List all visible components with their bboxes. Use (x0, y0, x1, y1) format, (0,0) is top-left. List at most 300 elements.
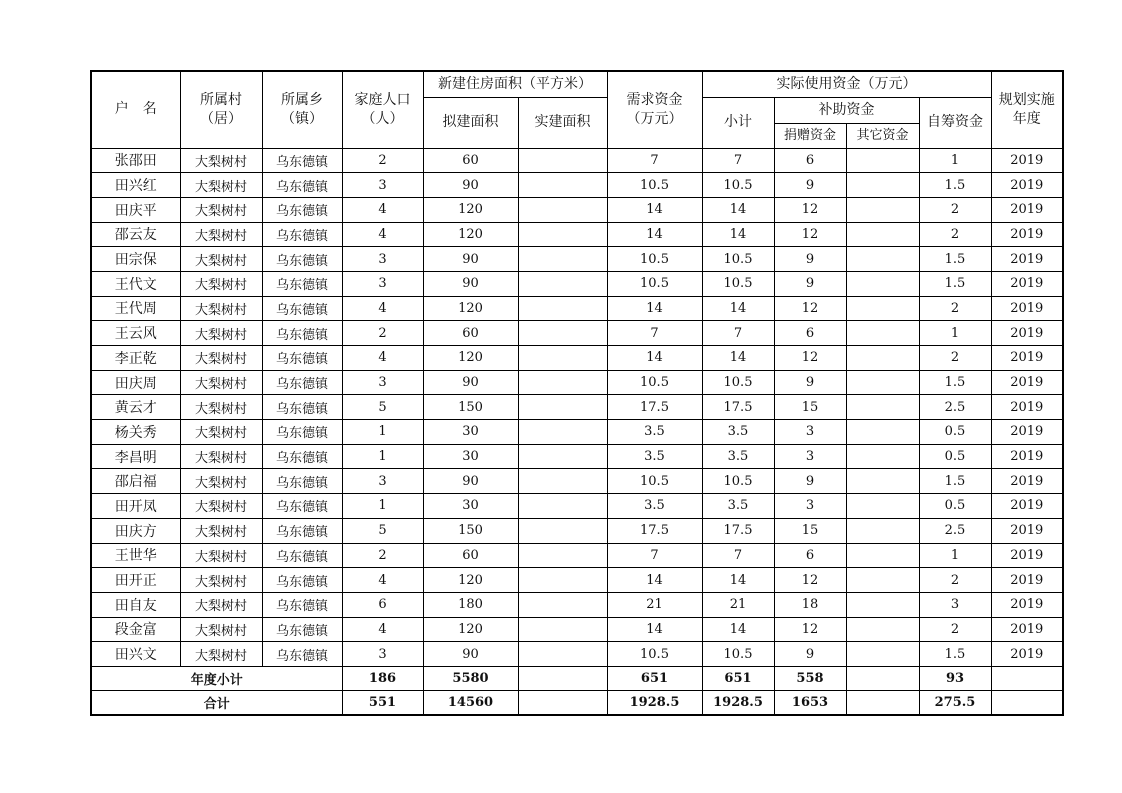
cell-name: 李昌明 (91, 444, 180, 469)
cell-population: 5 (342, 395, 423, 420)
cell-planned-area: 120 (423, 222, 518, 247)
table-row (91, 543, 1063, 568)
cell-actual-area (518, 518, 607, 543)
cell-demand-funds: 14 (607, 617, 702, 642)
header-village-line2: （居） (200, 110, 242, 127)
cell-population: 3 (342, 271, 423, 296)
cell-plan-year: 2019 (991, 592, 1063, 617)
cell-township: 乌东德镇 (262, 568, 342, 593)
cell-plan-year: 2019 (991, 543, 1063, 568)
cell-actual-area (518, 271, 607, 296)
header-population-line2: （人） (361, 110, 404, 127)
cell-actual-area (518, 346, 607, 371)
cell-planned-area: 90 (423, 642, 518, 667)
cell-village: 大梨树村 (180, 173, 262, 198)
cell-plan-year: 2019 (991, 568, 1063, 593)
cell-village: 大梨树村 (180, 197, 262, 222)
table-row (91, 494, 1063, 519)
annual-subtotal-population: 186 (342, 666, 423, 690)
table-header (91, 71, 1063, 148)
cell-donated: 9 (774, 642, 846, 667)
header-subtotal: 小计 (702, 97, 774, 148)
annual-subtotal-demand-funds: 651 (607, 666, 702, 690)
cell-demand-funds: 14 (607, 197, 702, 222)
table-row (91, 568, 1063, 593)
cell-subtotal: 14 (702, 617, 774, 642)
cell-population: 4 (342, 346, 423, 371)
cell-township: 乌东德镇 (262, 469, 342, 494)
cell-township: 乌东德镇 (262, 592, 342, 617)
cell-actual-area (518, 247, 607, 272)
cell-name: 田开凤 (91, 494, 180, 519)
grand-total-other (846, 690, 919, 715)
table-row (91, 518, 1063, 543)
cell-village: 大梨树村 (180, 247, 262, 272)
header-township-line2: （镇） (281, 110, 323, 127)
header-name: 户 名 (91, 71, 180, 148)
cell-other (846, 642, 919, 667)
cell-donated: 3 (774, 420, 846, 445)
cell-self-raised: 2 (919, 197, 991, 222)
cell-other (846, 321, 919, 346)
cell-population: 1 (342, 420, 423, 445)
cell-other (846, 592, 919, 617)
cell-plan-year: 2019 (991, 222, 1063, 247)
cell-subtotal: 14 (702, 346, 774, 371)
table-row (91, 642, 1063, 667)
cell-planned-area: 90 (423, 370, 518, 395)
cell-township: 乌东德镇 (262, 222, 342, 247)
cell-self-raised: 2.5 (919, 518, 991, 543)
cell-name: 段金富 (91, 617, 180, 642)
cell-other (846, 420, 919, 445)
cell-demand-funds: 3.5 (607, 494, 702, 519)
table-row (91, 222, 1063, 247)
cell-population: 6 (342, 592, 423, 617)
table-row (91, 469, 1063, 494)
cell-planned-area: 90 (423, 173, 518, 198)
table-row (91, 395, 1063, 420)
header-demand-funds-line1: 需求资金 (626, 91, 683, 108)
header-area-group: 新建住房面积（平方米） (423, 71, 607, 97)
header-planned-area: 拟建面积 (423, 97, 518, 148)
cell-village: 大梨树村 (180, 592, 262, 617)
cell-other (846, 222, 919, 247)
header-village (180, 71, 262, 148)
table-row (91, 173, 1063, 198)
cell-demand-funds: 3.5 (607, 420, 702, 445)
cell-planned-area: 90 (423, 247, 518, 272)
cell-other (846, 296, 919, 321)
cell-self-raised: 1 (919, 148, 991, 173)
cell-self-raised: 1.5 (919, 370, 991, 395)
cell-plan-year: 2019 (991, 197, 1063, 222)
cell-other (846, 148, 919, 173)
cell-name: 田宗保 (91, 247, 180, 272)
cell-donated: 9 (774, 370, 846, 395)
cell-plan-year: 2019 (991, 444, 1063, 469)
cell-township: 乌东德镇 (262, 247, 342, 272)
cell-plan-year: 2019 (991, 469, 1063, 494)
cell-plan-year: 2019 (991, 370, 1063, 395)
cell-other (846, 568, 919, 593)
cell-population: 3 (342, 370, 423, 395)
annual-subtotal-plan-year (991, 666, 1063, 690)
cell-other (846, 247, 919, 272)
cell-village: 大梨树村 (180, 444, 262, 469)
cell-other (846, 469, 919, 494)
annual-subtotal-actual-area (518, 666, 607, 690)
cell-actual-area (518, 543, 607, 568)
cell-self-raised: 0.5 (919, 420, 991, 445)
cell-actual-area (518, 296, 607, 321)
cell-name: 王云风 (91, 321, 180, 346)
grand-total-subtotal: 1928.5 (702, 690, 774, 715)
cell-self-raised: 2 (919, 617, 991, 642)
grand-total-donated: 1653 (774, 690, 846, 715)
cell-township: 乌东德镇 (262, 494, 342, 519)
cell-township: 乌东德镇 (262, 543, 342, 568)
header-subsidy-group: 补助资金 (774, 97, 919, 123)
header-village-line1: 所属村 (200, 91, 242, 108)
cell-village: 大梨树村 (180, 494, 262, 519)
cell-village: 大梨树村 (180, 395, 262, 420)
cell-donated: 12 (774, 296, 846, 321)
annual-subtotal-donated: 558 (774, 666, 846, 690)
cell-donated: 9 (774, 247, 846, 272)
cell-subtotal: 21 (702, 592, 774, 617)
cell-subtotal: 10.5 (702, 271, 774, 296)
cell-donated: 6 (774, 148, 846, 173)
cell-actual-area (518, 420, 607, 445)
cell-planned-area: 60 (423, 148, 518, 173)
cell-subtotal: 10.5 (702, 173, 774, 198)
cell-planned-area: 60 (423, 321, 518, 346)
cell-planned-area: 150 (423, 518, 518, 543)
cell-demand-funds: 10.5 (607, 370, 702, 395)
cell-population: 2 (342, 148, 423, 173)
cell-donated: 6 (774, 543, 846, 568)
header-other: 其它资金 (846, 123, 919, 148)
header-self-raised: 自筹资金 (919, 97, 991, 148)
cell-village: 大梨树村 (180, 642, 262, 667)
cell-planned-area: 30 (423, 494, 518, 519)
cell-planned-area: 90 (423, 469, 518, 494)
cell-self-raised: 1.5 (919, 173, 991, 198)
cell-planned-area: 150 (423, 395, 518, 420)
table-row (91, 197, 1063, 222)
cell-self-raised: 2.5 (919, 395, 991, 420)
cell-demand-funds: 10.5 (607, 642, 702, 667)
cell-population: 1 (342, 494, 423, 519)
cell-demand-funds: 7 (607, 148, 702, 173)
cell-donated: 9 (774, 469, 846, 494)
cell-self-raised: 1.5 (919, 247, 991, 272)
cell-subtotal: 10.5 (702, 469, 774, 494)
cell-self-raised: 1.5 (919, 469, 991, 494)
cell-township: 乌东德镇 (262, 321, 342, 346)
cell-self-raised: 0.5 (919, 494, 991, 519)
cell-planned-area: 90 (423, 271, 518, 296)
cell-plan-year: 2019 (991, 321, 1063, 346)
header-plan-year (991, 71, 1063, 148)
cell-village: 大梨树村 (180, 370, 262, 395)
cell-actual-area (518, 494, 607, 519)
cell-subtotal: 14 (702, 296, 774, 321)
cell-plan-year: 2019 (991, 296, 1063, 321)
cell-subtotal: 14 (702, 197, 774, 222)
header-donated: 捐赠资金 (774, 123, 846, 148)
cell-township: 乌东德镇 (262, 173, 342, 198)
cell-plan-year: 2019 (991, 395, 1063, 420)
cell-other (846, 370, 919, 395)
cell-donated: 6 (774, 321, 846, 346)
cell-actual-area (518, 617, 607, 642)
header-demand-funds-line2: （万元） (626, 110, 683, 127)
cell-name: 杨关秀 (91, 420, 180, 445)
cell-subtotal: 17.5 (702, 518, 774, 543)
table-row (91, 148, 1063, 173)
annual-subtotal-row (91, 666, 1063, 690)
cell-actual-area (518, 173, 607, 198)
cell-name: 田开正 (91, 568, 180, 593)
cell-plan-year: 2019 (991, 173, 1063, 198)
cell-plan-year: 2019 (991, 346, 1063, 371)
cell-demand-funds: 14 (607, 346, 702, 371)
cell-self-raised: 2 (919, 296, 991, 321)
cell-actual-area (518, 568, 607, 593)
cell-donated: 12 (774, 222, 846, 247)
cell-demand-funds: 10.5 (607, 469, 702, 494)
header-plan-year-line2: 年度 (1012, 110, 1041, 127)
cell-donated: 15 (774, 518, 846, 543)
cell-plan-year: 2019 (991, 247, 1063, 272)
annual-subtotal-other (846, 666, 919, 690)
cell-other (846, 197, 919, 222)
cell-name: 田自友 (91, 592, 180, 617)
cell-donated: 12 (774, 346, 846, 371)
cell-subtotal: 10.5 (702, 642, 774, 667)
cell-donated: 9 (774, 173, 846, 198)
cell-plan-year: 2019 (991, 617, 1063, 642)
cell-township: 乌东德镇 (262, 271, 342, 296)
cell-self-raised: 2 (919, 568, 991, 593)
cell-village: 大梨树村 (180, 518, 262, 543)
cell-name: 田庆方 (91, 518, 180, 543)
cell-actual-area (518, 222, 607, 247)
cell-village: 大梨树村 (180, 568, 262, 593)
cell-self-raised: 2 (919, 222, 991, 247)
cell-township: 乌东德镇 (262, 346, 342, 371)
cell-other (846, 494, 919, 519)
cell-other (846, 617, 919, 642)
cell-name: 田兴红 (91, 173, 180, 198)
cell-demand-funds: 14 (607, 296, 702, 321)
cell-actual-area (518, 469, 607, 494)
grand-total-self-raised: 275.5 (919, 690, 991, 715)
cell-township: 乌东德镇 (262, 197, 342, 222)
housing-fund-table (90, 70, 1064, 716)
cell-village: 大梨树村 (180, 321, 262, 346)
cell-subtotal: 3.5 (702, 494, 774, 519)
grand-total-row (91, 690, 1063, 715)
cell-village: 大梨树村 (180, 296, 262, 321)
cell-actual-area (518, 395, 607, 420)
table-row (91, 271, 1063, 296)
cell-planned-area: 180 (423, 592, 518, 617)
cell-name: 邵云友 (91, 222, 180, 247)
cell-demand-funds: 17.5 (607, 395, 702, 420)
cell-village: 大梨树村 (180, 271, 262, 296)
cell-actual-area (518, 197, 607, 222)
cell-name: 田庆平 (91, 197, 180, 222)
table-row (91, 247, 1063, 272)
cell-donated: 15 (774, 395, 846, 420)
table-row (91, 617, 1063, 642)
cell-subtotal: 3.5 (702, 444, 774, 469)
cell-planned-area: 30 (423, 444, 518, 469)
cell-subtotal: 7 (702, 148, 774, 173)
grand-total-actual-area (518, 690, 607, 715)
header-actual-funds-group: 实际使用资金（万元） (702, 71, 991, 97)
cell-township: 乌东德镇 (262, 148, 342, 173)
cell-other (846, 543, 919, 568)
cell-plan-year: 2019 (991, 148, 1063, 173)
cell-self-raised: 1 (919, 321, 991, 346)
cell-demand-funds: 7 (607, 321, 702, 346)
cell-name: 邵启福 (91, 469, 180, 494)
cell-subtotal: 17.5 (702, 395, 774, 420)
cell-township: 乌东德镇 (262, 370, 342, 395)
cell-other (846, 271, 919, 296)
cell-subtotal: 3.5 (702, 420, 774, 445)
grand-total-demand-funds: 1928.5 (607, 690, 702, 715)
cell-township: 乌东德镇 (262, 395, 342, 420)
cell-demand-funds: 10.5 (607, 173, 702, 198)
cell-township: 乌东德镇 (262, 617, 342, 642)
cell-planned-area: 120 (423, 346, 518, 371)
grand-total-planned-area: 14560 (423, 690, 518, 715)
cell-donated: 18 (774, 592, 846, 617)
cell-plan-year: 2019 (991, 642, 1063, 667)
cell-village: 大梨树村 (180, 346, 262, 371)
cell-donated: 3 (774, 494, 846, 519)
header-plan-year-line1: 规划实施 (998, 91, 1055, 108)
cell-plan-year: 2019 (991, 518, 1063, 543)
cell-donated: 9 (774, 271, 846, 296)
cell-population: 2 (342, 321, 423, 346)
cell-subtotal: 10.5 (702, 247, 774, 272)
cell-population: 3 (342, 247, 423, 272)
cell-subtotal: 7 (702, 543, 774, 568)
cell-township: 乌东德镇 (262, 518, 342, 543)
cell-township: 乌东德镇 (262, 296, 342, 321)
table-row (91, 296, 1063, 321)
cell-subtotal: 7 (702, 321, 774, 346)
cell-subtotal: 10.5 (702, 370, 774, 395)
cell-name: 黄云才 (91, 395, 180, 420)
cell-donated: 12 (774, 617, 846, 642)
cell-population: 4 (342, 617, 423, 642)
cell-planned-area: 120 (423, 617, 518, 642)
cell-planned-area: 30 (423, 420, 518, 445)
table-body (91, 148, 1063, 715)
cell-demand-funds: 14 (607, 568, 702, 593)
cell-donated: 3 (774, 444, 846, 469)
annual-subtotal-planned-area: 5580 (423, 666, 518, 690)
cell-village: 大梨树村 (180, 617, 262, 642)
header-township (262, 71, 342, 148)
cell-name: 李正乾 (91, 346, 180, 371)
cell-demand-funds: 7 (607, 543, 702, 568)
cell-other (846, 346, 919, 371)
cell-demand-funds: 3.5 (607, 444, 702, 469)
header-population-line1: 家庭人口 (354, 91, 411, 108)
cell-demand-funds: 10.5 (607, 271, 702, 296)
cell-population: 5 (342, 518, 423, 543)
grand-total-plan-year (991, 690, 1063, 715)
cell-planned-area: 60 (423, 543, 518, 568)
cell-actual-area (518, 642, 607, 667)
grand-total-label: 合计 (91, 690, 342, 715)
cell-population: 4 (342, 197, 423, 222)
header-population (342, 71, 423, 148)
cell-population: 3 (342, 173, 423, 198)
cell-township: 乌东德镇 (262, 444, 342, 469)
table-row (91, 346, 1063, 371)
cell-population: 2 (342, 543, 423, 568)
table-row (91, 370, 1063, 395)
cell-name: 张邵田 (91, 148, 180, 173)
grand-total-population: 551 (342, 690, 423, 715)
cell-actual-area (518, 444, 607, 469)
cell-self-raised: 1.5 (919, 271, 991, 296)
cell-self-raised: 1 (919, 543, 991, 568)
cell-actual-area (518, 148, 607, 173)
cell-demand-funds: 17.5 (607, 518, 702, 543)
table-row (91, 592, 1063, 617)
cell-other (846, 395, 919, 420)
cell-population: 3 (342, 642, 423, 667)
cell-donated: 12 (774, 568, 846, 593)
cell-population: 4 (342, 222, 423, 247)
annual-subtotal-subtotal: 651 (702, 666, 774, 690)
cell-name: 田兴文 (91, 642, 180, 667)
table-row (91, 420, 1063, 445)
cell-name: 王代周 (91, 296, 180, 321)
cell-self-raised: 2 (919, 346, 991, 371)
cell-name: 王代文 (91, 271, 180, 296)
cell-other (846, 444, 919, 469)
cell-village: 大梨树村 (180, 543, 262, 568)
cell-name: 田庆周 (91, 370, 180, 395)
cell-self-raised: 0.5 (919, 444, 991, 469)
cell-demand-funds: 10.5 (607, 247, 702, 272)
cell-subtotal: 14 (702, 568, 774, 593)
cell-village: 大梨树村 (180, 148, 262, 173)
cell-actual-area (518, 370, 607, 395)
cell-plan-year: 2019 (991, 271, 1063, 296)
cell-township: 乌东德镇 (262, 420, 342, 445)
cell-population: 3 (342, 469, 423, 494)
annual-subtotal-label: 年度小计 (91, 666, 342, 690)
cell-planned-area: 120 (423, 568, 518, 593)
table-row (91, 321, 1063, 346)
cell-plan-year: 2019 (991, 420, 1063, 445)
cell-township: 乌东德镇 (262, 642, 342, 667)
cell-village: 大梨树村 (180, 420, 262, 445)
cell-other (846, 518, 919, 543)
